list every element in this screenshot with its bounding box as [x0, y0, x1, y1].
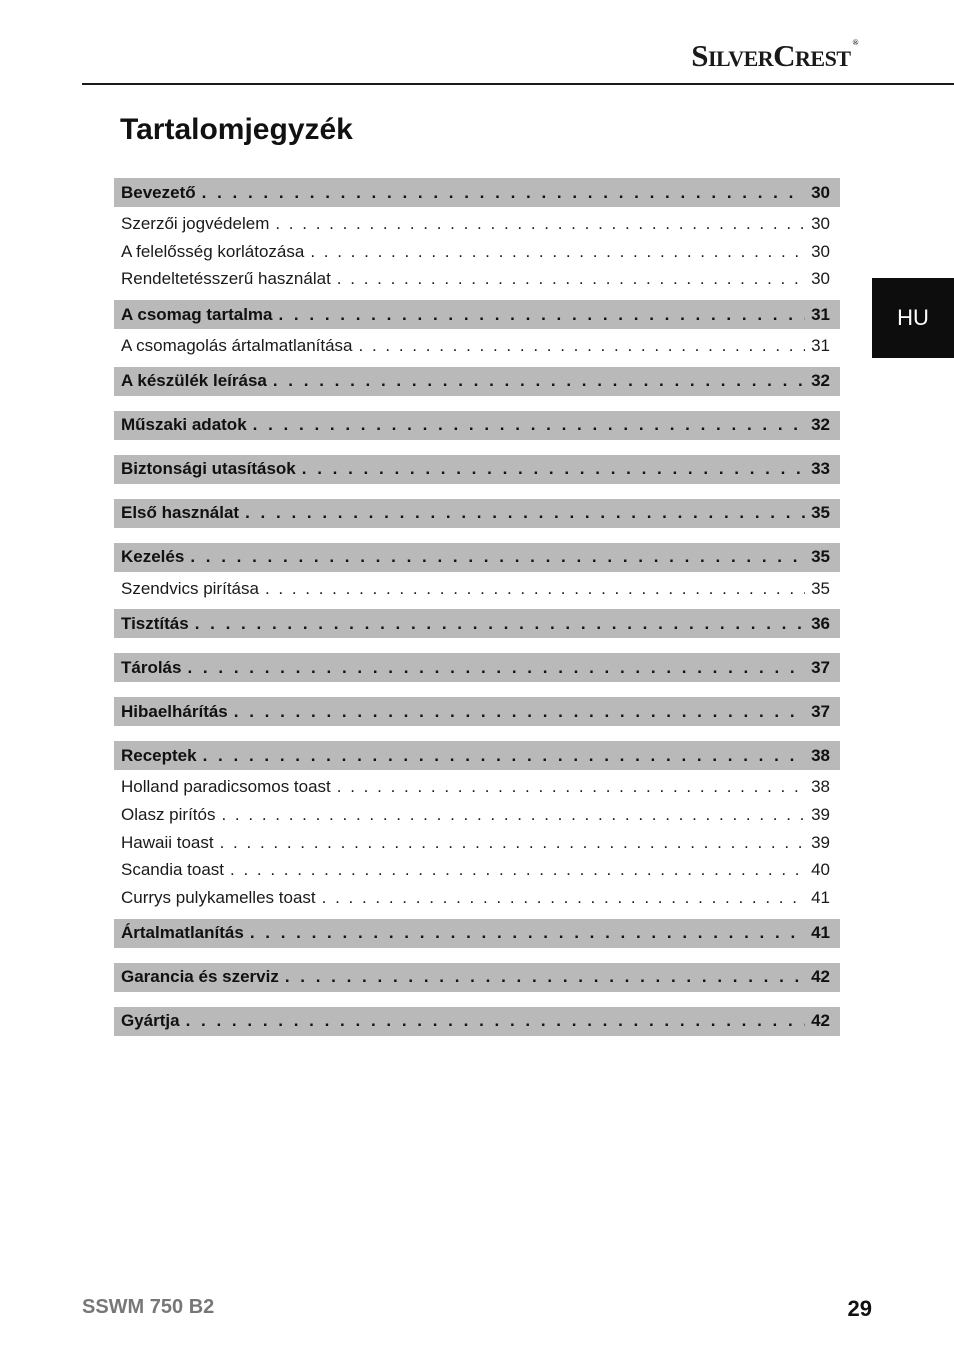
toc-section-page: 42: [811, 967, 830, 987]
toc-section-page: 38: [811, 745, 830, 765]
toc-section[interactable]: [114, 543, 840, 572]
toc-leader: [285, 967, 805, 987]
toc-leader: [265, 579, 805, 599]
toc-leader: [359, 336, 806, 356]
header-rule: [82, 83, 954, 85]
toc-section-page: 35: [811, 547, 830, 567]
toc-section[interactable]: [114, 741, 840, 770]
toc-section[interactable]: [114, 919, 840, 948]
toc-leader: [273, 371, 805, 391]
toc-subsection-page: 30: [811, 269, 830, 289]
toc-section-page: 32: [811, 415, 830, 435]
toc-section[interactable]: [114, 300, 840, 329]
toc-leader: [202, 183, 805, 203]
toc-section-title: Kezelés: [121, 547, 185, 567]
toc-spacer: [114, 1036, 840, 1051]
footer-page-number: 29: [847, 1296, 872, 1321]
toc-section-title: Receptek: [121, 745, 197, 765]
toc-subsection-page: 35: [811, 578, 830, 598]
toc-subsection-title: Olasz pirítós: [121, 804, 216, 824]
toc-spacer: [114, 396, 840, 411]
toc-subsection[interactable]: [114, 857, 840, 885]
toc-subsection-list: [114, 207, 840, 300]
toc-spacer: [114, 528, 840, 543]
toc-section-title: A csomag tartalma: [121, 304, 273, 324]
toc-subsection-title: A felelősség korlátozása: [121, 241, 305, 261]
toc-subsection-title: Scandia toast: [121, 860, 225, 880]
toc-spacer: [114, 948, 840, 963]
toc-leader: [186, 1011, 805, 1031]
toc-section[interactable]: [114, 499, 840, 528]
toc-section-title: A készülék leírása: [121, 371, 267, 391]
toc-subsection-title: Szerzői jogvédelem: [121, 213, 270, 233]
toc-leader: [195, 614, 805, 634]
toc-section-title: Bevezető: [121, 182, 196, 202]
toc-spacer: [114, 682, 840, 697]
toc-leader: [337, 269, 805, 289]
toc-section-title: Gyártja: [121, 1011, 180, 1031]
toc-section[interactable]: [114, 697, 840, 726]
registered-mark: ®: [852, 38, 858, 47]
toc-leader: [275, 214, 805, 234]
toc-section-title: Biztonsági utasítások: [121, 459, 296, 479]
toc-subsection-list: [114, 770, 840, 918]
toc-section-page: 31: [811, 304, 830, 324]
toc-subsection-page: 40: [811, 860, 830, 880]
toc-leader: [250, 923, 805, 943]
toc-section-page: 42: [811, 1011, 830, 1031]
toc-leader: [337, 777, 805, 797]
toc-subsection-title: A csomagolás ártalmatlanítása: [121, 335, 353, 355]
toc-leader: [322, 888, 805, 908]
toc-subsection-title: Holland paradicsomos toast: [121, 777, 331, 797]
toc-section-page: 32: [811, 371, 830, 391]
toc-subsection-page: 39: [811, 804, 830, 824]
toc-subsection[interactable]: [114, 265, 840, 293]
toc-section-title: Tárolás: [121, 657, 182, 677]
toc-section-page: 35: [811, 503, 830, 523]
toc-subsection[interactable]: [114, 773, 840, 801]
toc-section[interactable]: [114, 1007, 840, 1036]
toc-subsection[interactable]: [114, 884, 840, 912]
brand-name: SilverCrest: [691, 38, 851, 73]
toc-section[interactable]: [114, 411, 840, 440]
footer-model: SSWM 750 B2: [82, 1296, 215, 1318]
toc-section-title: Ártalmatlanítás: [121, 923, 244, 943]
toc-section-title: Hibaelhárítás: [121, 701, 228, 721]
table-of-contents: [114, 178, 840, 1051]
toc-section-page: 41: [811, 923, 830, 943]
language-tab: [872, 278, 954, 358]
toc-spacer: [114, 484, 840, 499]
toc-section[interactable]: [114, 455, 840, 484]
toc-spacer: [114, 638, 840, 653]
toc-subsection-page: 31: [811, 335, 830, 355]
toc-subsection-list: [114, 329, 840, 367]
toc-section-title: Műszaki adatok: [121, 415, 247, 435]
toc-leader: [278, 305, 805, 325]
toc-section[interactable]: [114, 367, 840, 396]
toc-leader: [221, 805, 805, 825]
toc-leader: [220, 833, 805, 853]
toc-section-title: Garancia és szerviz: [121, 967, 279, 987]
toc-leader: [253, 415, 805, 435]
toc-section-title: Tisztítás: [121, 613, 189, 633]
toc-leader: [234, 702, 805, 722]
toc-leader: [230, 860, 805, 880]
toc-section[interactable]: [114, 178, 840, 207]
toc-subsection-page: 39: [811, 832, 830, 852]
toc-subsection-page: 41: [811, 888, 830, 908]
toc-subsection[interactable]: [114, 332, 840, 360]
toc-subsection-title: Hawaii toast: [121, 832, 214, 852]
brand-logo: [691, 38, 858, 74]
toc-section-page: 33: [811, 459, 830, 479]
toc-section[interactable]: [114, 963, 840, 992]
toc-subsection[interactable]: [114, 575, 840, 603]
toc-section-page: 36: [811, 613, 830, 633]
toc-section[interactable]: [114, 653, 840, 682]
toc-spacer: [114, 726, 840, 741]
toc-leader: [245, 503, 805, 523]
toc-section[interactable]: [114, 609, 840, 638]
language-tab-label: HU: [897, 305, 929, 330]
toc-subsection-title: Currys pulykamelles toast: [121, 888, 316, 908]
toc-section-title: Első használat: [121, 503, 240, 523]
toc-spacer: [114, 992, 840, 1007]
toc-subsection[interactable]: [114, 238, 840, 266]
toc-subsection-title: Szendvics pirítása: [121, 578, 259, 598]
toc-subsection-page: 30: [811, 213, 830, 233]
toc-leader: [310, 242, 805, 262]
toc-leader: [302, 459, 805, 479]
toc-leader: [190, 547, 805, 567]
toc-leader: [203, 746, 805, 766]
toc-section-page: 37: [811, 657, 830, 677]
toc-section-page: 30: [811, 182, 830, 202]
toc-subsection-title: Rendeltetésszerű használat: [121, 269, 331, 289]
toc-subsection[interactable]: [114, 210, 840, 238]
toc-subsection-page: 30: [811, 241, 830, 261]
toc-subsection[interactable]: [114, 801, 840, 829]
toc-subsection[interactable]: [114, 829, 840, 857]
toc-subsection-list: [114, 572, 840, 610]
page-title: Tartalomjegyzék: [120, 113, 353, 146]
toc-subsection-page: 38: [811, 777, 830, 797]
toc-spacer: [114, 440, 840, 455]
toc-section-page: 37: [811, 701, 830, 721]
toc-leader: [187, 658, 805, 678]
